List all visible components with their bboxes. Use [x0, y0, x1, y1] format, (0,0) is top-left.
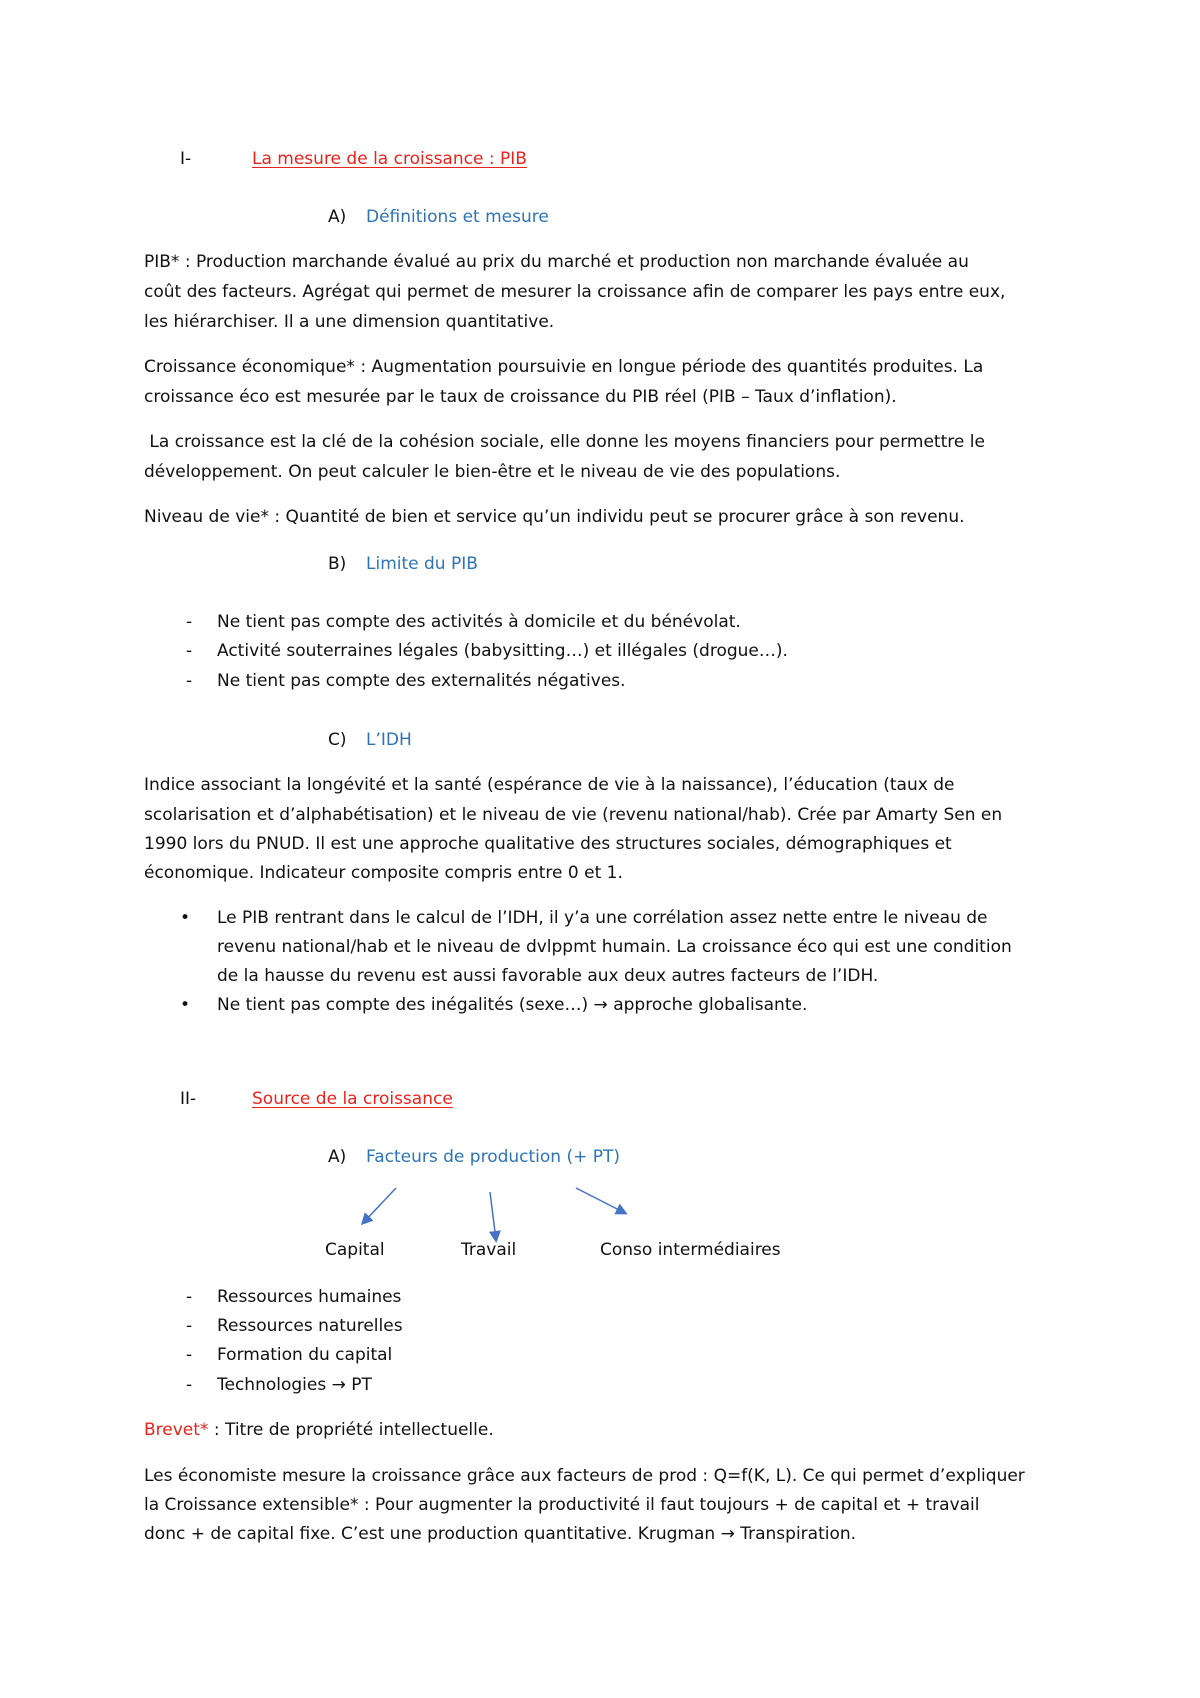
section1-subC-letter: C) [328, 730, 347, 750]
list-item: Ne tient pas compte des externalités négatives. [217, 671, 626, 691]
text-line: donc + de capital fixe. C’est une production quantitative. Krugman → Transpiration. [144, 1524, 857, 1544]
bullet-dot-icon: • [180, 995, 191, 1015]
text-line: scolarisation et d’alphabétisation) et le niveau de vie (revenu national/hab). Crée par Amarty Sen en [144, 805, 1003, 825]
text-line: Ne tient pas compte des inégalités (sexe…) → approche globalisante. [217, 995, 808, 1015]
text-line: développement. On peut calculer le bien-être et le niveau de vie des populations. [144, 462, 841, 482]
section2-title: Source de la croissance [252, 1089, 453, 1109]
text-line: coût des facteurs. Agrégat qui permet de mesurer la croissance afin de comparer les pays entre eux, [144, 282, 1006, 302]
list-item: Formation du capital [217, 1345, 393, 1365]
brevet-definition [144, 1419, 494, 1441]
text-line: La croissance est la clé de la cohésion sociale, elle donne les moyens financiers pour permettre le [144, 432, 985, 452]
text-line: croissance éco est mesurée par le taux de croissance du PIB réel (PIB – Taux d’inflation). [144, 387, 897, 407]
dash-marker-icon: - [186, 1316, 193, 1336]
arrow-to-conso [576, 1188, 625, 1213]
text-line: 1990 lors du PNUD. Il est une approche qualitative des structures sociales, démographiques et [144, 834, 952, 854]
text-line: Croissance économique* : Augmentation poursuivie en longue période des quantités produites. La [144, 357, 984, 377]
text-line: revenu national/hab et le niveau de dvlppmt humain. La croissance éco qui est une condition [217, 937, 1012, 957]
dash-marker-icon: - [186, 1287, 193, 1307]
section1-subA-title: Définitions et mesure [366, 207, 549, 227]
section2-subA-title: Facteurs de production (+ PT) [366, 1147, 621, 1167]
brevet-text: : Titre de propriété intellectuelle. [208, 1420, 494, 1440]
factor-conso: Conso intermédiaires [600, 1240, 781, 1260]
text-line: PIB* : Production marchande évalué au prix du marché et production non marchande évaluée au [144, 252, 969, 272]
section2-subA-letter: A) [328, 1147, 347, 1167]
list-item: Ressources humaines [217, 1287, 402, 1307]
section1-subB-letter: B) [328, 554, 347, 574]
section2-numeral: II- [180, 1089, 197, 1109]
list-item: Activité souterraines légales (babysitting…) et illégales (drogue…). [217, 641, 788, 661]
section1-subB-title: Limite du PIB [366, 554, 478, 574]
list-item: Technologies → PT [217, 1375, 372, 1395]
section1-subA-letter: A) [328, 207, 347, 227]
bullet-dot-icon: • [180, 908, 191, 928]
dash-marker-icon: - [186, 1375, 193, 1395]
section1-subC-title: L’IDH [366, 730, 412, 750]
arrow-to-capital [363, 1188, 396, 1223]
text-line: économique. Indicateur composite compris entre 0 et 1. [144, 863, 623, 883]
dash-marker-icon: - [186, 1345, 193, 1365]
section1-title: La mesure de la croissance : PIB [252, 149, 527, 169]
text-line: les hiérarchiser. Il a une dimension quantitative. [144, 312, 555, 332]
text-line: la Croissance extensible* : Pour augmenter la productivité il faut toujours + de capital et + travail [144, 1495, 980, 1515]
section1-numeral: I- [180, 149, 192, 169]
arrow-to-travail [490, 1192, 496, 1240]
text-line: Les économiste mesure la croissance grâce aux facteurs de prod : Q=f(K, L). Ce qui permet d’expliquer [144, 1466, 1025, 1486]
list-item: Ne tient pas compte des activités à domicile et du bénévolat. [217, 612, 741, 632]
dash-marker-icon: - [186, 641, 193, 661]
brevet-term: Brevet* [144, 1420, 209, 1440]
niveau-de-vie-definition: Niveau de vie* : Quantité de bien et service qu’un individu peut se procurer grâce à son revenu. [144, 507, 965, 527]
text-line: de la hausse du revenu est aussi favorable aux deux autres facteurs de l’IDH. [217, 966, 879, 986]
text-line: Indice associant la longévité et la santé (espérance de vie à la naissance), l’éducation (taux de [144, 775, 955, 795]
dash-marker-icon: - [186, 612, 193, 632]
dash-marker-icon: - [186, 671, 193, 691]
factor-capital: Capital [325, 1240, 385, 1260]
text-line: Le PIB rentrant dans le calcul de l’IDH, il y’a une corrélation assez nette entre le niveau de [217, 908, 988, 928]
list-item: Ressources naturelles [217, 1316, 403, 1336]
factor-travail: Travail [461, 1240, 517, 1260]
